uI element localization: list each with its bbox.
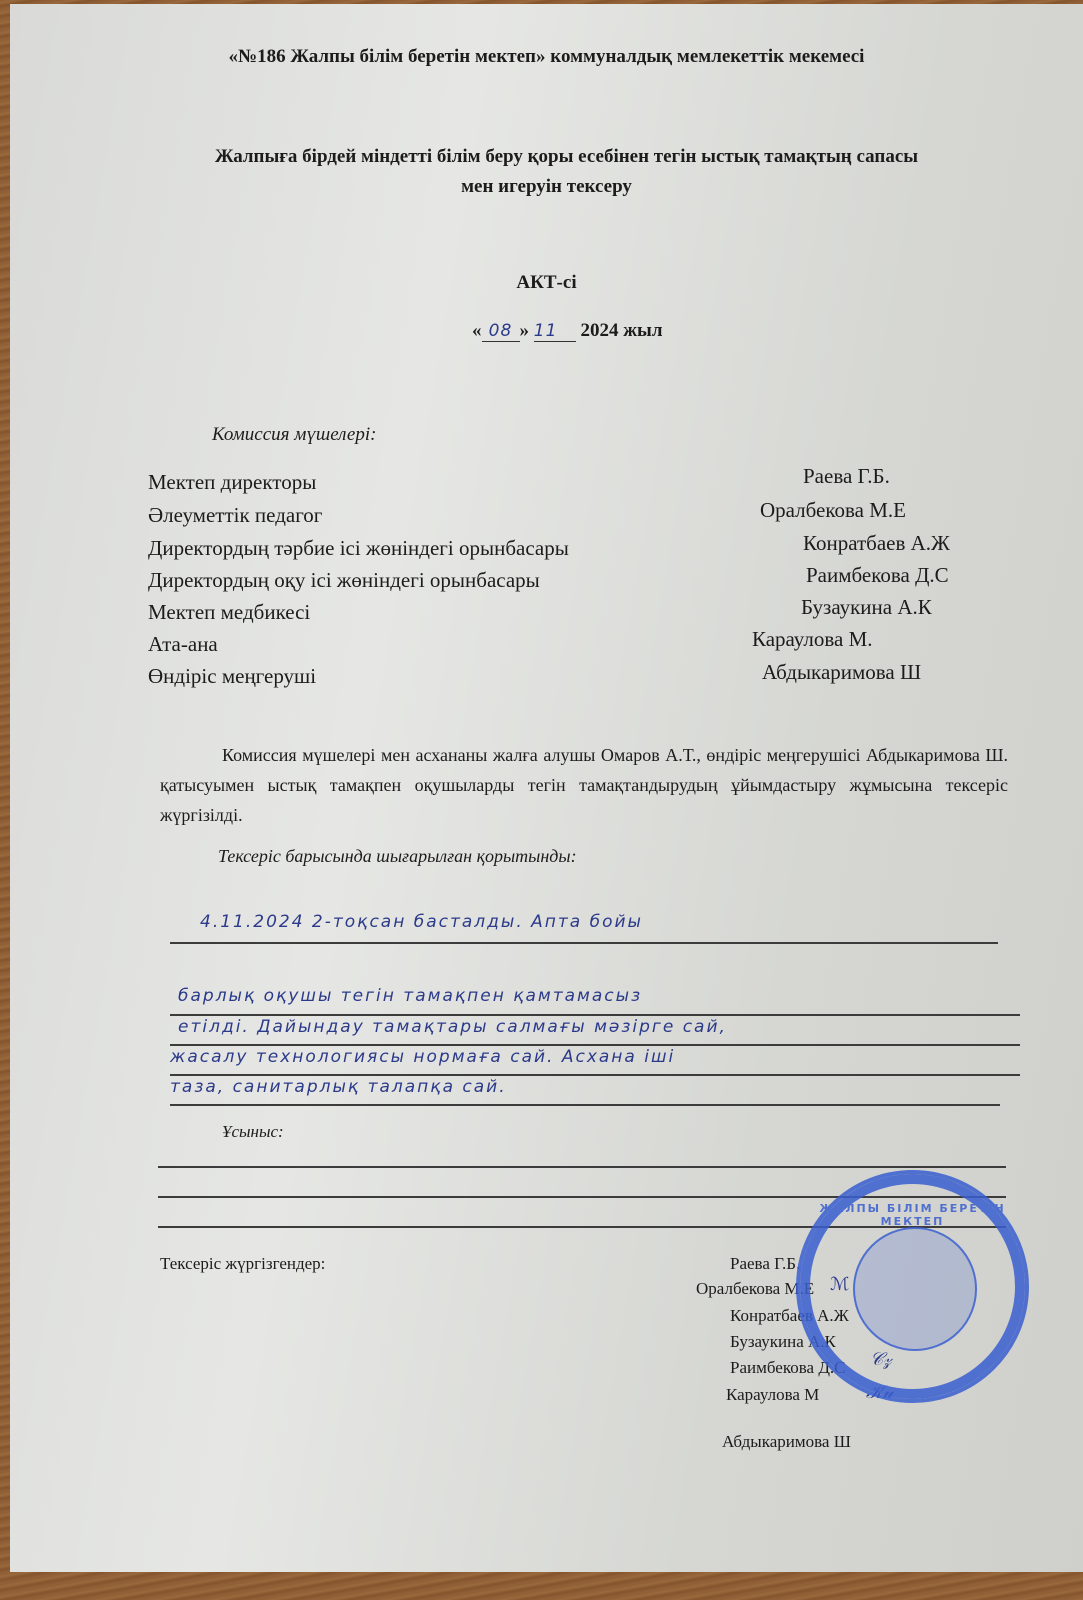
stamp-text: ЖАЛПЫ БІЛІМ БЕРЕТІН МЕКТЕП bbox=[819, 1202, 1006, 1228]
state-emblem-icon bbox=[853, 1227, 977, 1351]
official-stamp bbox=[796, 1170, 1029, 1403]
member-name: Конратбаев А.Ж bbox=[803, 531, 950, 555]
signer-name: Раимбекова Д.С bbox=[730, 1358, 846, 1377]
signer-name: Караулова М bbox=[726, 1385, 820, 1404]
date-year-text: 2024 жыл bbox=[580, 320, 663, 341]
signature-scribble: ℳ bbox=[830, 1274, 850, 1295]
date-day-field: 08 bbox=[482, 321, 520, 342]
ruled-line bbox=[170, 1014, 1020, 1016]
institution-header: «№186 Жалпы білім беретін мектеп» коммуналдық мемлекеттік мекемесі bbox=[228, 46, 865, 67]
handwritten-line: жасалу технологиясы нормаға сай. Асхана іші bbox=[170, 1047, 676, 1067]
member-role: Мектеп медбикесі bbox=[148, 600, 311, 624]
signature-scribble: 𝒦𝓊 bbox=[866, 1382, 893, 1403]
member-role: Директордың тәрбие ісі жөніндегі орынбасары bbox=[148, 536, 569, 560]
member-name: Раева Г.Б. bbox=[803, 464, 890, 488]
commission-heading: Комиссия мүшелері: bbox=[212, 424, 377, 445]
handwritten-line: барлық оқушы тегін тамақпен қамтамасыз bbox=[178, 986, 643, 1006]
member-role: Өндіріс меңгеруші bbox=[148, 664, 317, 688]
handwritten-line: таза, санитарлық талапқа сай. bbox=[170, 1077, 507, 1097]
conclusion-heading: Тексеріс барысында шығарылған қорытынды: bbox=[218, 846, 577, 866]
signer-name: Конратбаев А.Ж bbox=[730, 1306, 849, 1325]
date-open-quote: « bbox=[472, 320, 482, 341]
date-close-quote: » bbox=[519, 320, 529, 341]
ruled-line bbox=[158, 1166, 1006, 1168]
member-role: Директордың оқу ісі жөніндегі орынбасары bbox=[148, 568, 540, 592]
member-role: Ата-ана bbox=[148, 632, 218, 656]
ruled-line bbox=[170, 942, 998, 944]
inspection-paragraph: Комиссия мүшелері мен асхананы жалға алушы Омаров А.Т., өндіріс меңгерушісі Абдыкаримова Ш. қатысуымен ыстық тамақпен оқушыларды тегін тамақтандырудың ұйымдастыру жұмысына тексеріс жүргізілді. bbox=[160, 745, 1008, 825]
member-role: Мектеп директоры bbox=[148, 470, 317, 494]
signer-name: Раева Г.Б. bbox=[730, 1254, 801, 1273]
member-name: Караулова М. bbox=[752, 627, 873, 651]
member-name: Оралбекова М.Е bbox=[760, 498, 906, 522]
document-title-line2: мен игеруін тексеру bbox=[461, 176, 632, 197]
member-name: Раимбекова Д.С bbox=[806, 563, 949, 587]
member-name: Бузаукина А.К bbox=[801, 595, 932, 619]
signer-name: Оралбекова М.Е bbox=[696, 1279, 815, 1298]
signer-name: Бузаукина А.К bbox=[730, 1332, 836, 1351]
member-role: Әлеуметтік педагог bbox=[148, 503, 323, 527]
recommendation-heading: Ұсыныс: bbox=[222, 1122, 284, 1141]
ruled-line bbox=[170, 1104, 1000, 1106]
act-label: АКТ-сі bbox=[516, 272, 577, 293]
signer-name: Абдыкаримова Ш bbox=[722, 1432, 851, 1451]
handwritten-line: етілді. Дайындау тамақтары салмағы мәзірге сай, bbox=[178, 1017, 727, 1037]
date-month-field: 11 bbox=[534, 321, 576, 342]
act-date bbox=[472, 320, 663, 342]
document-page bbox=[10, 4, 1083, 1572]
signature-scribble: 𝒞𝓏 bbox=[870, 1349, 892, 1370]
ruled-line bbox=[170, 1044, 1020, 1046]
document-title-line1: Жалпыға бірдей міндетті білім беру қоры есебінен тегін ыстық тамақтың сапасы bbox=[214, 146, 919, 167]
ruled-line bbox=[170, 1074, 1020, 1076]
member-name: Абдыкаримова Ш bbox=[762, 660, 922, 684]
signatures-heading: Тексеріс жүргізгендер: bbox=[160, 1254, 326, 1273]
handwritten-line: 4.11.2024 2-тоқсан басталды. Апта бойы bbox=[200, 912, 643, 932]
